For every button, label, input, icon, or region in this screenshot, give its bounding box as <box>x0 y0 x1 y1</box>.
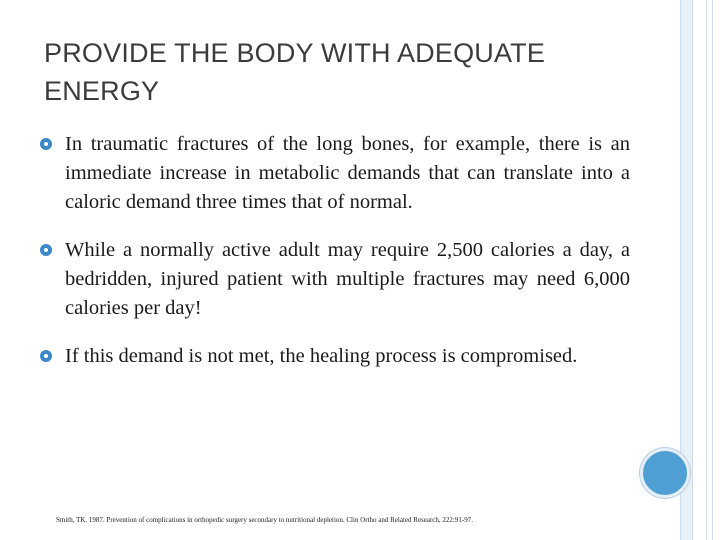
bullet-dot-icon <box>40 244 52 256</box>
bullet-list <box>40 130 630 371</box>
bullet-item <box>40 236 630 323</box>
reference-citation: Smith, TK. 1987. Prevention of complications in orthopedic surgery secondary to nutritional depletion. Clin Ortho and Related Research, 222:91-97. <box>56 516 473 524</box>
bullet-text: While a normally active adult may require 2,500 calories a day, a bedridden, injured patient with multiple fractures may need 6,000 calories per day! <box>65 239 630 319</box>
bullet-dot-icon <box>40 350 52 362</box>
bullet-text: If this demand is not met, the healing process is compromised. <box>65 345 578 367</box>
slide-title: PROVIDE THE BODY WITH ADEQUATE ENERGY <box>44 38 546 106</box>
decorative-border-line <box>692 0 693 540</box>
decorative-border-band <box>692 0 706 540</box>
bullet-item <box>40 130 630 217</box>
circle-icon <box>640 448 690 498</box>
bullet-text: In traumatic fractures of the long bones, for example, there is an immediate increase in metabolic demands that can translate into a caloric demand three times that of normal. <box>65 133 630 213</box>
bullet-item <box>40 342 630 371</box>
decorative-border-line <box>706 0 707 540</box>
bullet-dot-icon <box>40 138 52 150</box>
decorative-border-line <box>712 0 713 540</box>
